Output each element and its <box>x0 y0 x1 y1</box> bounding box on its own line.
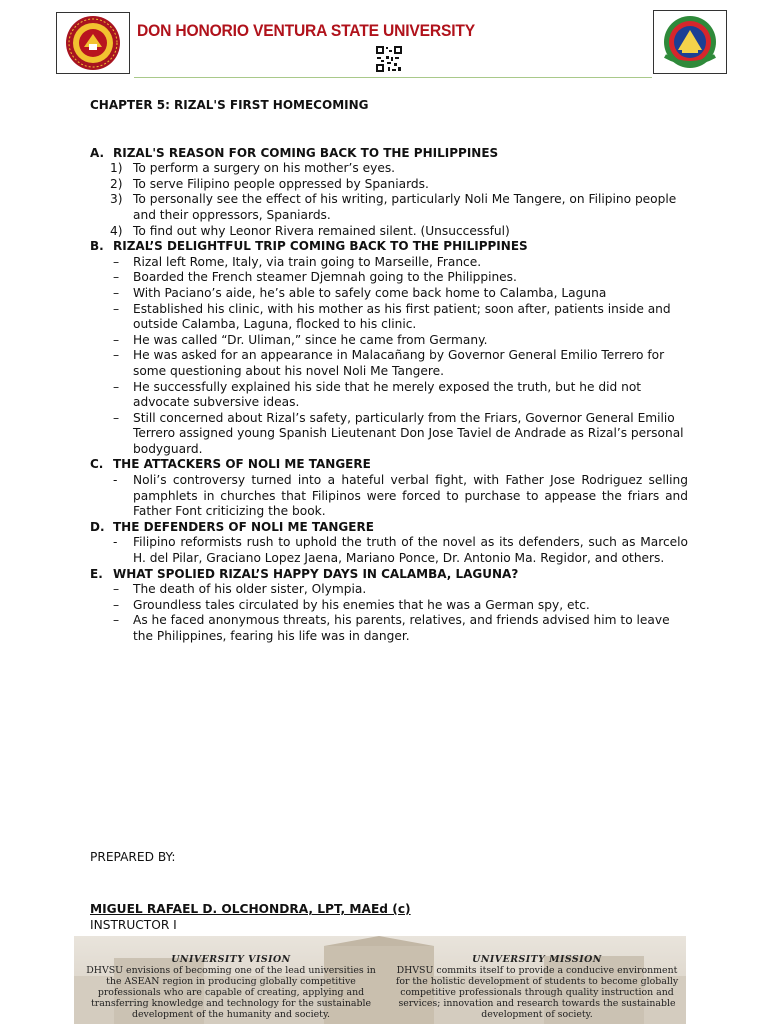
letterhead <box>0 0 768 82</box>
list-item-text: To serve Filipino people oppressed by Spaniards. <box>133 176 429 191</box>
list-item <box>90 380 688 411</box>
section-heading: THE DEFENDERS OF NOLI ME TANGERE <box>113 519 374 534</box>
section-heading: RIZAL'S REASON FOR COMING BACK TO THE PHILIPPINES <box>113 145 499 160</box>
college-seal-icon <box>653 10 727 74</box>
vision-mission-footer <box>74 936 686 1024</box>
list-marker: – <box>113 379 120 394</box>
list-item-text: He was asked for an appearance in Malacañang by Governor General Emilio Terrero for some questioning about his novel Noli Me Tangere. <box>133 348 665 378</box>
section-title <box>90 567 688 583</box>
list-item-text: The death of his older sister, Olympia. <box>133 582 367 597</box>
dhvsu-seal-icon <box>56 12 130 74</box>
list-marker: – <box>113 285 120 300</box>
header-rule <box>134 77 652 78</box>
list-marker: - <box>113 535 118 550</box>
list-item <box>90 192 688 223</box>
chapter-content <box>90 98 688 645</box>
section-title <box>90 520 688 536</box>
section-letter: E. <box>90 566 103 581</box>
section-heading: WHAT SPOLIED RIZAL’S HAPPY DAYS IN CALAMBA, LAGUNA? <box>113 566 519 581</box>
chapter-title: CHAPTER 5: RIZAL'S FIRST HOMECOMING <box>90 98 369 112</box>
section-letter: C. <box>90 457 104 472</box>
list-marker: – <box>113 597 120 612</box>
list-item <box>90 255 688 271</box>
list-item <box>90 224 688 240</box>
list-item <box>90 177 688 193</box>
list-item-text: To find out why Leonor Rivera remained silent. (Unsuccessful) <box>133 223 510 238</box>
list-marker: – <box>113 410 120 425</box>
list-item <box>90 302 688 333</box>
list-item <box>90 582 688 598</box>
university-name: DON HONORIO VENTURA STATE UNIVERSITY <box>137 21 476 40</box>
list-item <box>90 535 688 566</box>
list-item-text: Filipino reformists rush to uphold the truth of the novel as its defenders, such as Marcelo H. del Pilar, Graciano Lopez Jaena, Mariano Ponce, Dr. Antonio Ma. Regidor, and others. <box>133 535 688 566</box>
list-item-text: Groundless tales circulated by his enemies that he was a German spy, etc. <box>133 597 590 612</box>
list-marker: 1) <box>110 161 123 176</box>
section-title <box>90 239 688 255</box>
list-marker: – <box>113 613 120 628</box>
list-marker: – <box>113 254 120 269</box>
section-title <box>90 146 688 162</box>
list-marker: 3) <box>110 192 123 207</box>
prepared-by-label: PREPARED BY: <box>90 850 176 864</box>
university-vision <box>86 954 376 1020</box>
list-item-text: He successfully explained his side that he merely exposed the truth, but he did not advocate subversive ideas. <box>133 379 642 410</box>
list-item <box>90 348 688 379</box>
list-marker: – <box>113 332 120 347</box>
list-item-text: To personally see the effect of his writing, particularly Noli Me Tangere, on Filipino people and their oppressors, Spaniards. <box>133 192 677 222</box>
list-item-text: Noli’s controversy turned into a hateful verbal fight, with Father Jose Rodriguez selling pamphlets in churches that Filipinos were forced to purchase to appease the friars and Father Font criticizing the book. <box>133 473 688 519</box>
list-item <box>90 286 688 302</box>
list-item-text: As he faced anonymous threats, his parents, relatives, and friends advised him to leave the Philippines, fearing his life was in danger. <box>133 613 670 643</box>
list-item-text: He was called “Dr. Uliman,” since he came from Germany. <box>133 332 488 347</box>
signatory-title: INSTRUCTOR I <box>90 918 177 932</box>
list-marker: – <box>113 270 120 285</box>
section-heading: THE ATTACKERS OF NOLI ME TANGERE <box>113 457 371 472</box>
list-item-text: To perform a surgery on his mother’s eyes. <box>133 161 396 176</box>
list-item <box>90 411 688 458</box>
list-item-text: Established his clinic, with his mother as his first patient; soon after, patients inside and outside Calamba, Laguna, flocked to his clinic. <box>133 301 671 332</box>
list-item <box>90 161 688 177</box>
vision-text: DHVSU envisions of becoming one of the lead universities in the ASEAN region in producing globally competitive professionals who are capable of creating, applying and transferring knowledge and technology for the sustainable development of the humanity and society. <box>86 965 376 1020</box>
list-marker: – <box>113 348 120 363</box>
qr-code-icon <box>375 45 403 73</box>
section-heading: RIZAL’S DELIGHTFUL TRIP COMING BACK TO THE PHILIPPINES <box>113 239 528 254</box>
mission-title: UNIVERSITY MISSION <box>472 954 602 965</box>
section-letter: B. <box>90 239 104 254</box>
mission-text: DHVSU commits itself to provide a conducive environment for the holistic development of students to become globally competitive professionals through quality instruction and services; innovation and research towards the sustainable development of society. <box>395 965 679 1020</box>
list-item <box>90 333 688 349</box>
list-item-text: Rizal left Rome, Italy, via train going to Marseille, France. <box>133 254 482 269</box>
list-item-text: Boarded the French steamer Djemnah going to the Philippines. <box>133 270 517 285</box>
list-item <box>90 613 688 644</box>
list-marker: - <box>113 473 118 488</box>
list-marker: – <box>113 301 120 316</box>
list-item <box>90 598 688 614</box>
list-item <box>90 270 688 286</box>
list-marker: 2) <box>110 176 123 191</box>
section-title <box>90 457 688 473</box>
signatory-name: MIGUEL RAFAEL D. OLCHONDRA, LPT, MAEd (c) <box>90 902 411 916</box>
list-marker: – <box>113 582 120 597</box>
list-marker: 4) <box>110 223 123 238</box>
list-item-text: Still concerned about Rizal’s safety, particularly from the Friars, Governor General Emilio Terrero assigned young Spanish Lieutenant Don Jose Taviel de Andrade as Rizal’s personal bodyguard. <box>133 410 684 456</box>
list-item-text: With Paciano’s aide, he’s able to safely come back home to Calamba, Laguna <box>133 285 607 300</box>
university-mission <box>392 954 682 1020</box>
list-item <box>90 473 688 520</box>
section-letter: D. <box>90 519 105 534</box>
vision-title: UNIVERSITY VISION <box>171 954 291 965</box>
section-letter: A. <box>90 145 105 160</box>
